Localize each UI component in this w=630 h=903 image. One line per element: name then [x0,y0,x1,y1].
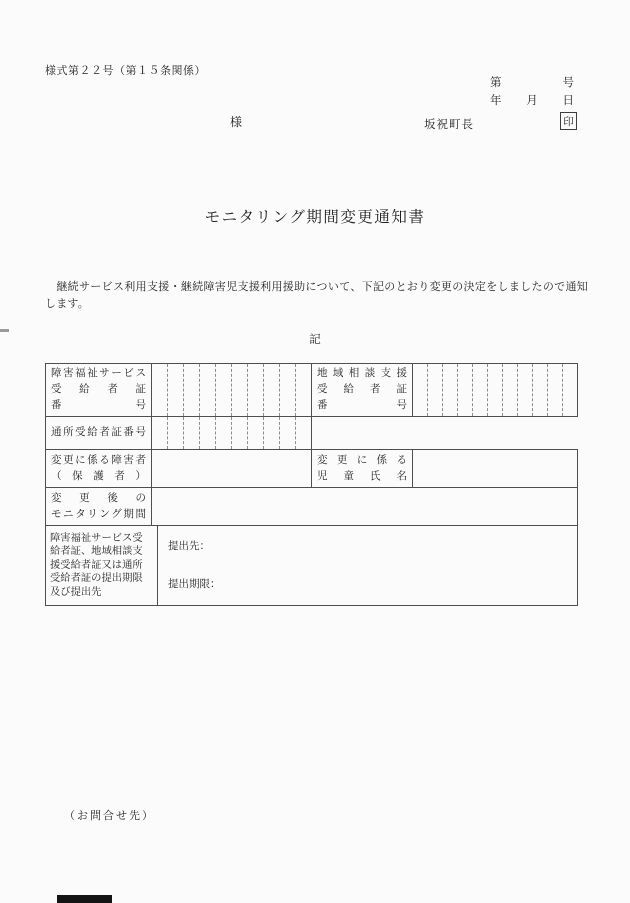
body-paragraph: 継続サービス利用支援・継続障害児支援利用援助について、下記のとおり変更の決定をしましたので通知します。 [45,281,588,310]
digit-cell [279,364,295,416]
input-cell-changed-child-name [412,449,578,488]
label-line: 児童氏名 [317,470,407,482]
label-line: 地域相談支援 [317,368,407,379]
contact-label: （お問合せ先） [64,810,155,822]
digit-cell [152,417,167,449]
digit-grid-commuting-cert [151,416,312,450]
digit-cell [231,417,247,449]
digit-cell [231,364,247,416]
digit-cell [442,364,457,416]
doc-number-line [490,74,574,90]
label-cell-service-cert-number [45,363,152,417]
digit-cell [215,417,231,449]
label-line: 番号 [51,400,146,411]
digit-cell [413,364,427,416]
addressee-suffix: 様 [230,115,243,129]
input-cell-new-monitoring-period [151,487,578,526]
seal-character: 印 [563,116,574,128]
digit-cell [167,364,183,416]
label-cell-commuting-cert-number [45,416,152,450]
digit-cell [472,364,487,416]
date-day-label: 日 [562,95,574,107]
label-cell-new-monitoring-period [45,487,152,526]
digit-cell [247,364,263,416]
digit-cell [183,417,199,449]
label-cell-community-cert-number [311,363,413,417]
submit-to-label: 提出先： [168,541,210,552]
input-cell-submission-deadline [157,525,578,606]
digit-cell [263,364,279,416]
digit-cell [427,364,442,416]
label-line: （保護者） [51,470,146,482]
digit-cell [502,364,517,416]
notification-table [45,363,578,606]
digit-cell [183,364,199,416]
form-number: 様式第２２号（第１５条関係） [45,65,206,77]
digit-cell [215,364,231,416]
label-line: モニタリング期間 [51,508,146,520]
issuer-name: 坂祝町長 [424,119,474,131]
digit-cell [263,417,279,449]
scan-artifact-bar [57,895,112,903]
label-line: 援受給者証又は通所 [50,559,143,571]
label-line: 通所受給者証番号 [51,427,146,438]
document-title: モニタリング期間変更通知書 [204,209,426,226]
seal-box [560,112,577,130]
deadline-label: 提出期限： [168,579,221,590]
date-year-label: 年 [490,95,502,107]
label-line: 障害福祉サービス受 [50,532,143,544]
digit-cell [279,417,295,449]
label-cell-submission-deadline [45,525,158,606]
digit-cell [547,364,562,416]
doc-number-prefix: 第 [490,77,502,89]
label-line: 給者証、地域相談支 [50,546,143,558]
scan-artifact-dash [0,329,9,332]
label-line: 障害福祉サービス [51,368,146,379]
digit-cell [562,364,577,416]
label-line: 番号 [317,400,407,411]
digit-grid-community-cert [412,363,578,417]
label-cell-changed-person [45,449,152,488]
digit-cell [199,364,215,416]
digit-cell [167,417,183,449]
label-line: 変更に係る障害者 [51,454,146,466]
doc-number-suffix: 号 [562,77,574,89]
label-line: 及び提出先 [50,586,102,598]
label-line: 変更後の [51,492,146,504]
digit-cell [457,364,472,416]
digit-grid-service-cert [151,363,312,417]
label-line: 変更に係る [317,454,407,466]
digit-cell [247,417,263,449]
label-line: 受給者証 [317,384,407,395]
input-cell-changed-person [151,449,312,488]
digit-cell [295,417,311,449]
digit-cell [487,364,502,416]
label-line: 受給者証 [51,384,146,395]
digit-cell [295,364,311,416]
digit-cell [517,364,532,416]
date-line [490,92,574,108]
digit-cell [152,364,167,416]
date-month-label: 月 [526,95,538,107]
label-cell-changed-child-name [311,449,413,488]
label-line: 受給者証の提出期限 [50,573,143,585]
digit-cell [199,417,215,449]
digit-cell [532,364,547,416]
record-marker: 記 [309,334,321,346]
